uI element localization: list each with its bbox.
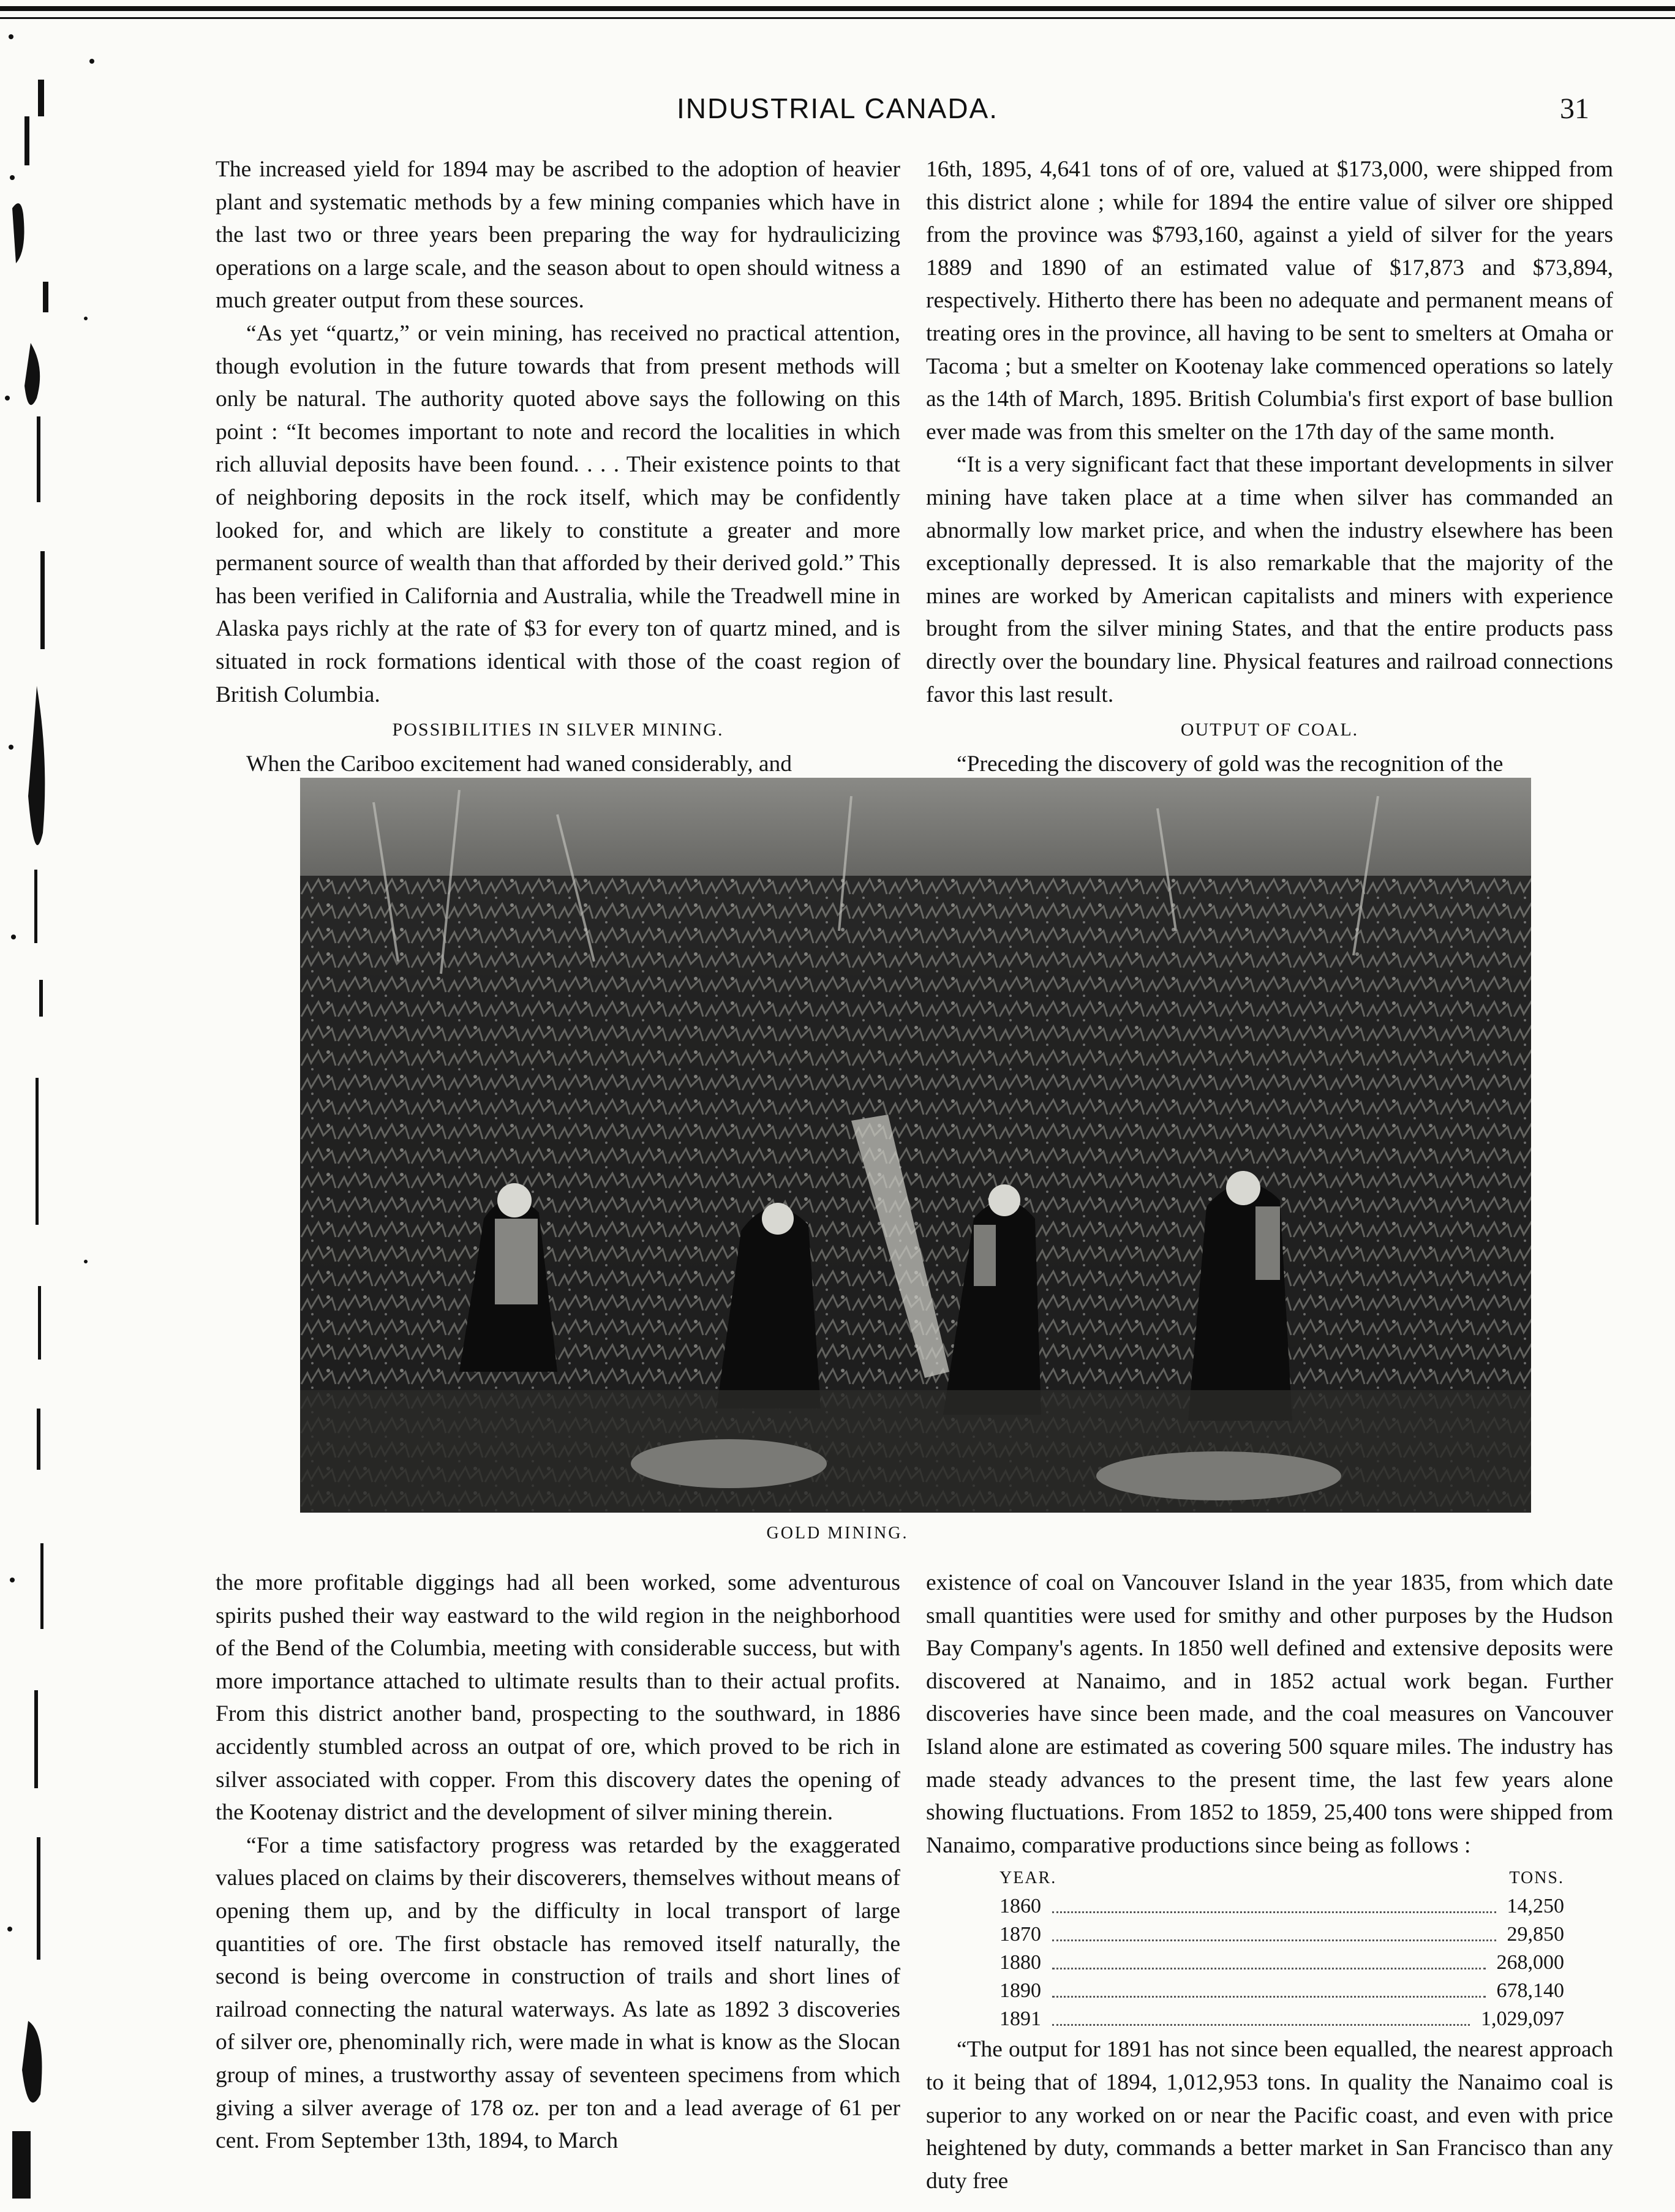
gold-mining-photo	[300, 778, 1531, 1513]
table-row	[926, 1977, 1613, 2005]
column-top-right	[926, 153, 1613, 780]
paragraph: existence of coal on Vancouver Island in the year 1835, from which date small quantities were used for smithy and other purposes by the Hudson Bay Company's agents. In 1850 well defined and extensive deposits were discovered at Nanaimo, and in 1852 actual work began. Further discoveries have since been made, and the coal measures on Vancouver Island alone are estimated as covering 500 square miles. The industry has made steady advances to the present time, the last few years alone showing fluctuations. From 1852 to 1859, 25,400 tons were shipped from Nanaimo, comparative productions since being as follows :	[926, 1570, 1613, 1858]
paragraph: When the Cariboo excitement had waned considerably, and	[246, 751, 792, 777]
paragraph: “For a time satisfactory progress was retarded by the exaggerated values placed on claims by their discoverers, themselves without means of opening them up, and by the difficulty in local transport of large quantities of ore. The first obstacle has removed itself naturally, the second is being overcome in construction of trails and short lines of railroad connecting the natural waterways. As late as 1892 3 discoveries of silver ore, phenominally rich, were made in what is know as the Slocan group of mines, a trustworthy assay of seventeen specimens from which giving a silver average of 178 oz. per ton and a lead average of 61 per cent. From September 13th, 1894, to March	[216, 1832, 900, 2154]
tons-cell: 268,000	[1496, 1951, 1564, 1974]
paragraph: “The output for 1891 has not since been equalled, the nearest approach to it being that of 1894, 1,012,953 tons. In quality the Nanaimo coal is superior to any worked on or near the Pacific coast, and even with price heightened by duty, commands a better market in San Francisco than any duty free	[926, 2037, 1613, 2194]
binding-edge-marks	[0, 0, 144, 2212]
paragraph: “It is a very significant fact that these important developments in silver mining have taken place at a time when silver has commanded an abnormally low market price, and when the industry elsewhere has been exceptionally depressed. It is also remarkable that the majority of the mines are worked by American capitalists and miners with experience brought from the silver mining States, and that the entire products pass directly over the boundary line. Physical features and railroad connections favor this last result.	[926, 452, 1613, 707]
year-cell: 1860	[999, 1895, 1041, 1918]
column-bottom-left	[216, 1567, 900, 2157]
tons-cell: 678,140	[1496, 1979, 1564, 2003]
year-cell: 1870	[999, 1923, 1041, 1946]
year-cell: 1890	[999, 1979, 1041, 2003]
table-row	[926, 1892, 1613, 1920]
tons-column-header: TONS.	[1509, 1868, 1564, 1888]
paragraph: “Preceding the discovery of gold was the recognition of the	[957, 751, 1504, 777]
table-row	[926, 1920, 1613, 1949]
paragraph: The increased yield for 1894 may be ascribed to the adoption of heavier plant and systematic methods by a few mining companies which have in the last two or three years been preparing the way for hydraulicizing operations on a large scale, and the season about to open should witness a much greater output from these sources.	[216, 157, 900, 314]
photo-caption: GOLD MINING.	[766, 1524, 909, 1543]
photo-image	[300, 778, 1531, 1513]
year-column-header: YEAR.	[999, 1868, 1057, 1888]
tons-cell: 1,029,097	[1481, 2007, 1564, 2031]
running-head: INDUSTRIAL CANADA.	[676, 92, 999, 124]
paragraph: the more profitable diggings had all been worked, some adventurous spirits pushed their way eastward to the wild region in the neighborhood of the Bend of the Columbia, meeting with considerable success, but with more importance attached to ultimate results than to their actual profits. From this district another band, prospecting to the southward, in 1886 accidently stumbled across an outpat of ore, which proved to be rich in silver associated with copper. From this discovery dates the opening of the Kootenay district and the development of silver mining therein.	[216, 1570, 900, 1826]
top-rule	[0, 6, 1675, 11]
section-heading: POSSIBILITIES IN SILVER MINING.	[392, 720, 724, 740]
year-cell: 1880	[999, 1951, 1041, 1974]
coal-table-header	[926, 1864, 1613, 1892]
column-top-left	[216, 153, 900, 780]
paragraph: 16th, 1895, 4,641 tons of of ore, valued at $173,000, were shipped from this district alone ; while for 1894 the entire value of silver ore shipped from the province was $793,160, against a yield of silver for the years 1889 and 1890 of an estimated value of $17,873 and $73,894, respectively. Hitherto there has been no adequate and permanent means of treating ores in the province, all having to be sent to smelters at Omaha or Tacoma ; but a smelter on Kootenay lake commenced operations so lately as the 14th of March, 1895. British Columbia's first export of base bullion ever made was from this smelter on the 17th day of the same month.	[926, 157, 1613, 445]
table-row	[926, 1949, 1613, 1977]
paragraph: “As yet “quartz,” or vein mining, has received no practical attention, though evolution in the future towards that from present methods will only be natural. The authority quoted above says the following on this point : “It becomes important to note and record the localities in which rich alluvial deposits have been found. . . . Their existence points to that of neighboring deposits in the rock itself, which may be confidently looked for, and which are likely to constitute a greater and more permanent source of wealth than that afforded by their derived gold.” This has been verified in California and Australia, while the Treadwell mine in Alaska pays richly at the rate of $3 for every ton of quartz mined, and is situated in rock formations identical with those of the coast region of British Columbia.	[216, 320, 900, 707]
year-cell: 1891	[999, 2007, 1041, 2031]
tons-cell: 14,250	[1507, 1895, 1564, 1918]
section-heading: OUTPUT OF COAL.	[1180, 720, 1359, 740]
table-row	[926, 2005, 1613, 2033]
column-bottom-right	[926, 1567, 1613, 2197]
top-rule-thin	[0, 17, 1675, 19]
tons-cell: 29,850	[1507, 1923, 1564, 1946]
page-number: 31	[1560, 92, 1589, 125]
